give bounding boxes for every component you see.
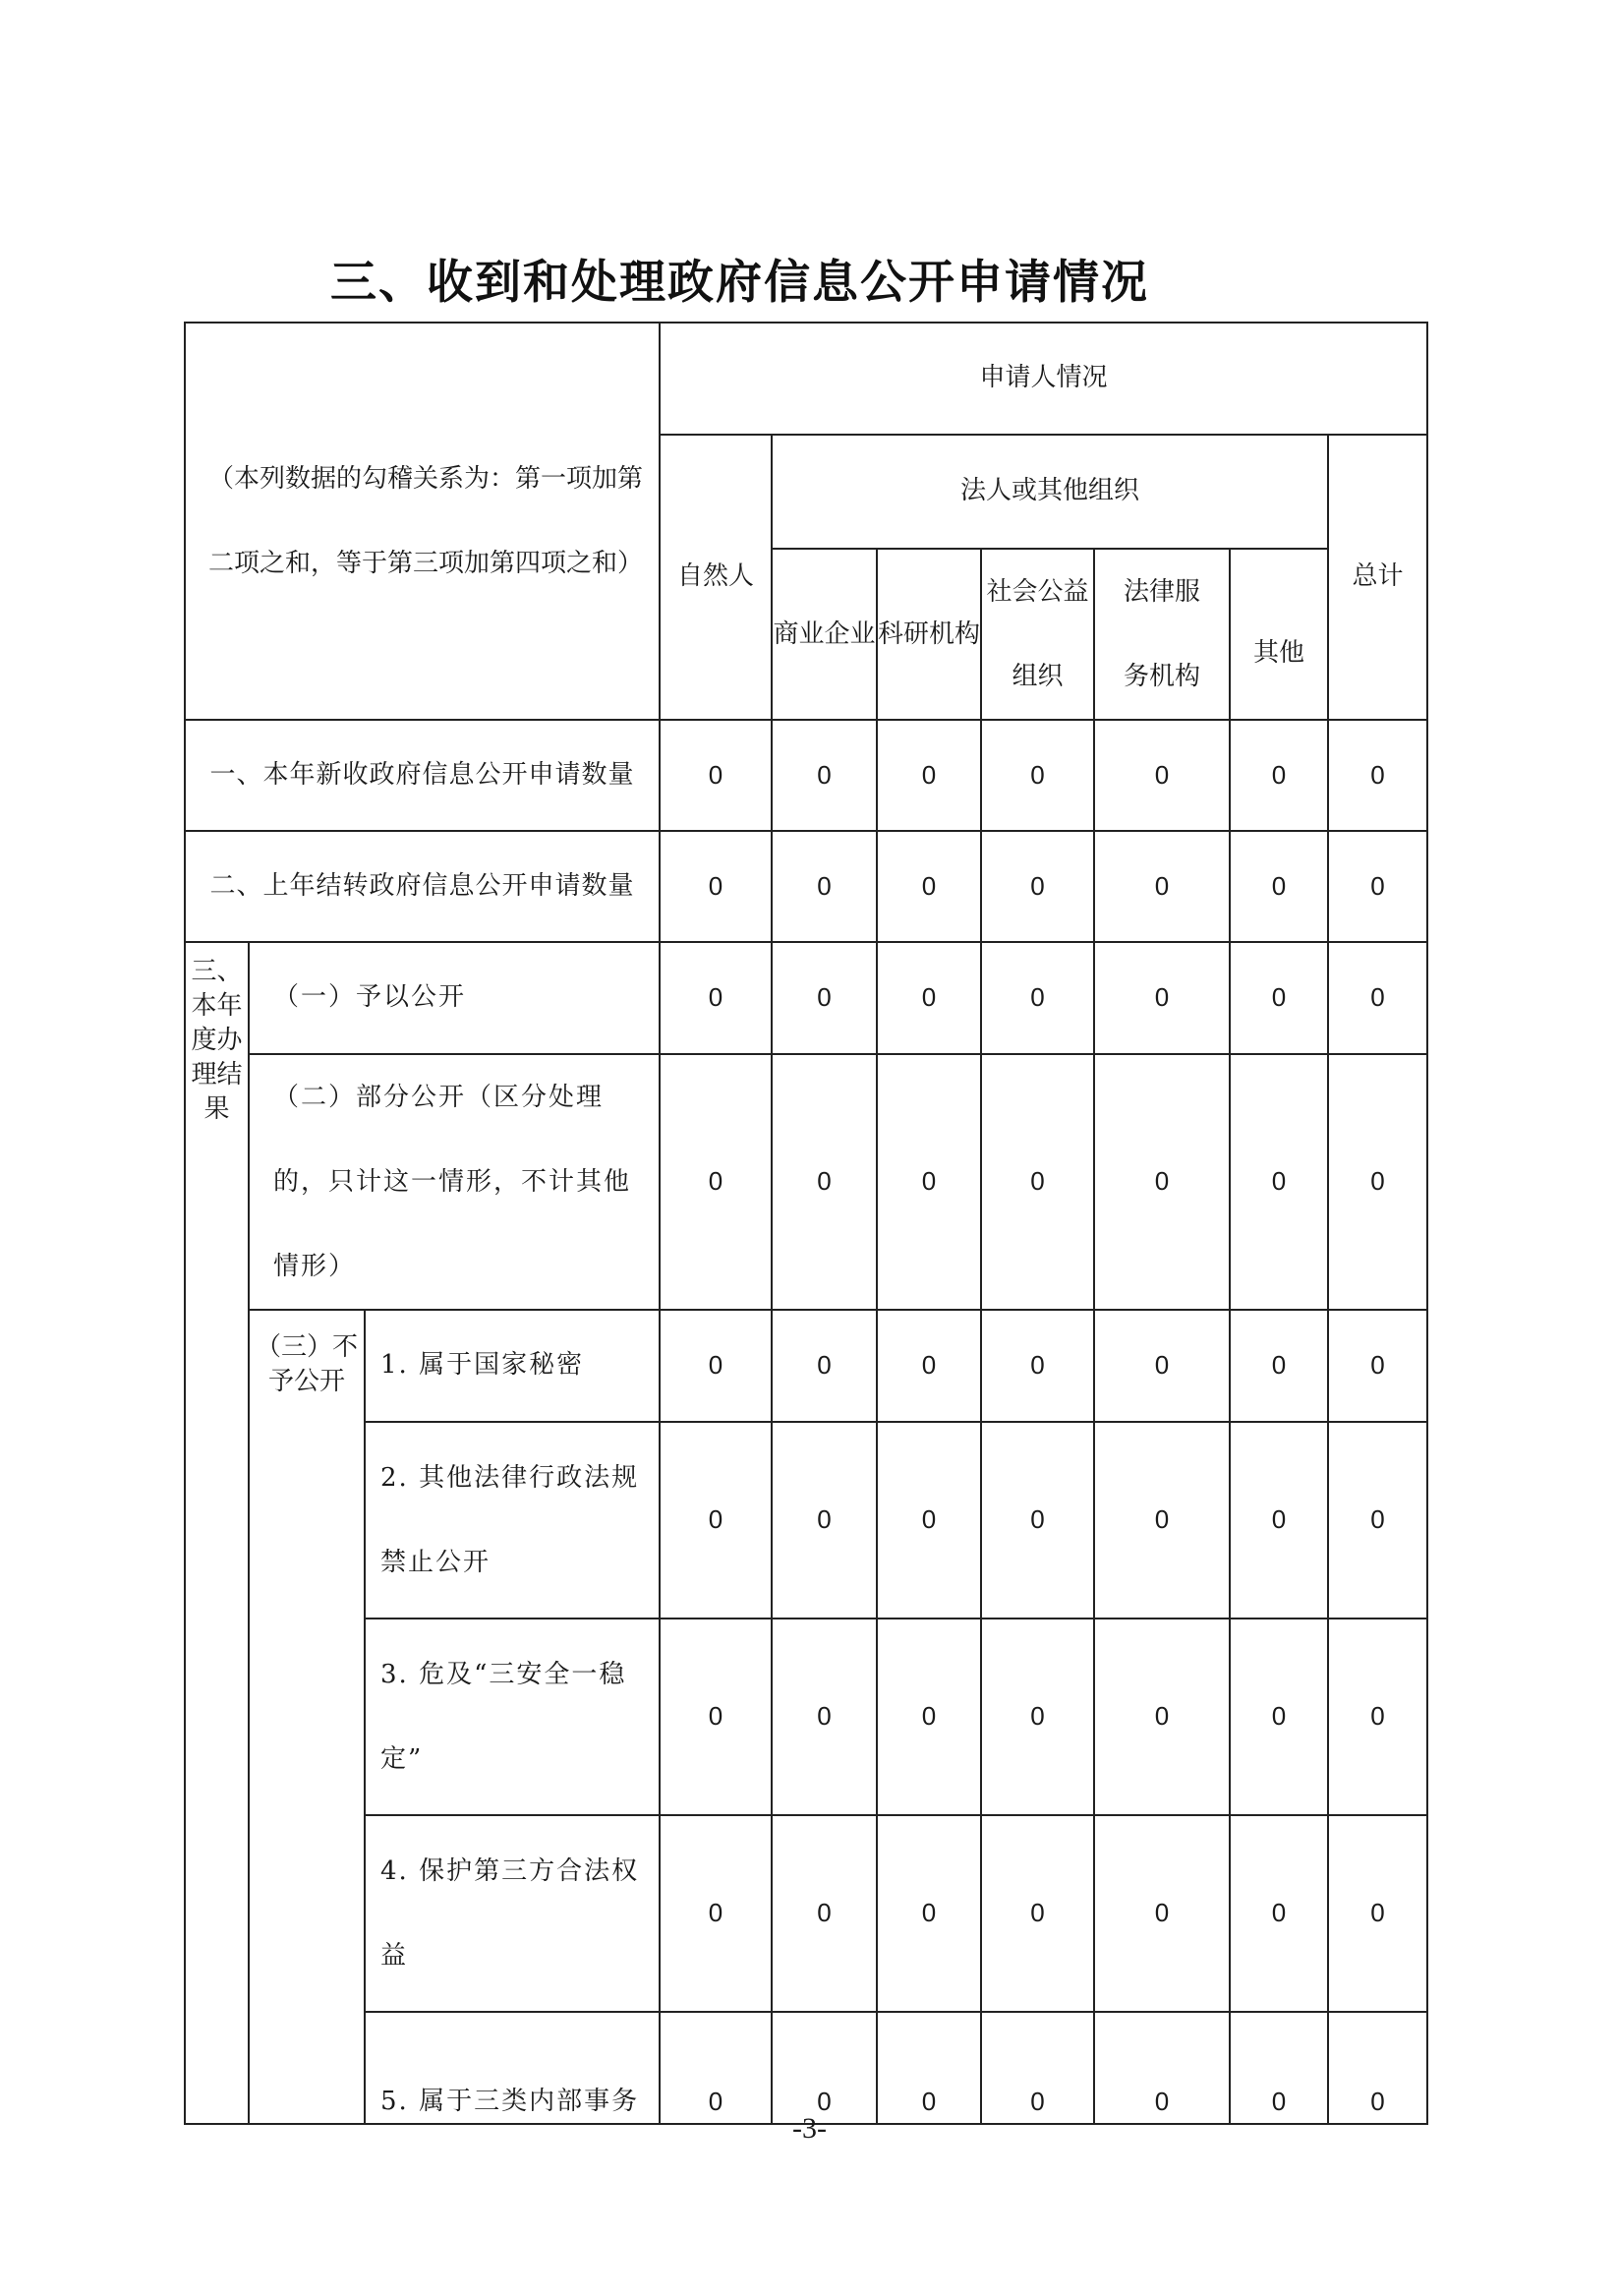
cell-value: 0 — [660, 1054, 772, 1310]
cell-value: 0 — [1230, 831, 1328, 942]
cell-value: 0 — [981, 831, 1094, 942]
cell-value: 0 — [1230, 942, 1328, 1054]
header-research: 科研机构 — [877, 549, 981, 720]
cell-value: 0 — [660, 720, 772, 831]
page-title: 三、收到和处理政府信息公开申请情况 — [330, 256, 1149, 310]
cell-value: 0 — [981, 2012, 1094, 2124]
cell-value: 0 — [877, 1310, 981, 1422]
cell-value: 0 — [660, 1422, 772, 1619]
cell-value: 0 — [660, 831, 772, 942]
cell-value: 0 — [1094, 1619, 1230, 1815]
cell-value: 0 — [877, 1054, 981, 1310]
header-natural-person: 自然人 — [660, 435, 772, 720]
cell-value: 0 — [981, 1619, 1094, 1815]
cell-value: 0 — [877, 1815, 981, 2012]
cell-value: 0 — [1328, 2012, 1427, 2124]
row-label-partial: （二）部分公开（区分处理的，只计这一情形，不计其他情形） — [249, 1054, 660, 1310]
cell-value: 0 — [660, 942, 772, 1054]
cell-value: 0 — [1230, 1619, 1328, 1815]
cell-value: 0 — [772, 2012, 877, 2124]
cell-value: 0 — [1094, 1054, 1230, 1310]
cell-value: 0 — [877, 720, 981, 831]
cell-value: 0 — [772, 831, 877, 942]
row-label-item: 2. 其他法律行政法规禁止公开 — [365, 1422, 660, 1619]
group-label-not-disclosed: （三）不予公开 — [249, 1310, 365, 2124]
cell-value: 0 — [981, 720, 1094, 831]
cell-value: 0 — [1328, 1054, 1427, 1310]
cell-value: 0 — [1094, 720, 1230, 831]
application-statistics-table — [184, 322, 1428, 2125]
row-label-new-requests: 一、本年新收政府信息公开申请数量 — [185, 720, 660, 831]
cell-value: 0 — [1328, 942, 1427, 1054]
cell-value: 0 — [772, 1310, 877, 1422]
cell-value: 0 — [1230, 1422, 1328, 1619]
header-legal-service: 法律服务机构 — [1094, 549, 1230, 720]
cell-value: 0 — [660, 1619, 772, 1815]
header-business: 商业企业 — [772, 549, 877, 720]
cell-value: 0 — [981, 1815, 1094, 2012]
cell-value: 0 — [772, 1422, 877, 1619]
row-label-carried-over: 二、上年结转政府信息公开申请数量 — [185, 831, 660, 942]
cell-value: 0 — [877, 831, 981, 942]
header-total: 总计 — [1328, 435, 1427, 720]
page-number: -3- — [792, 2112, 827, 2145]
cell-value: 0 — [1230, 720, 1328, 831]
cell-value: 0 — [660, 1815, 772, 2012]
cell-value: 0 — [877, 1619, 981, 1815]
cell-value: 0 — [1094, 2012, 1230, 2124]
cell-value: 0 — [772, 720, 877, 831]
cell-value: 0 — [1094, 1310, 1230, 1422]
row-label-disclosed: （一）予以公开 — [249, 942, 660, 1054]
cell-value: 0 — [981, 942, 1094, 1054]
cell-value: 0 — [1230, 2012, 1328, 2124]
cell-value: 0 — [1328, 1422, 1427, 1619]
cell-value: 0 — [981, 1310, 1094, 1422]
header-public-welfare: 社会公益组织 — [981, 549, 1094, 720]
cell-value: 0 — [772, 1054, 877, 1310]
cell-value: 0 — [1094, 831, 1230, 942]
cell-value: 0 — [1094, 942, 1230, 1054]
cell-value: 0 — [1328, 831, 1427, 942]
cell-value: 0 — [1230, 1815, 1328, 2012]
cell-value: 0 — [660, 2012, 772, 2124]
cell-value: 0 — [772, 942, 877, 1054]
cell-value: 0 — [981, 1054, 1094, 1310]
cell-value: 0 — [877, 1422, 981, 1619]
cell-value: 0 — [1328, 1310, 1427, 1422]
header-legal-group: 法人或其他组织 — [772, 435, 1328, 549]
cell-value: 0 — [1094, 1815, 1230, 2012]
header-applicant-info: 申请人情况 — [660, 323, 1427, 435]
cell-value: 0 — [981, 1422, 1094, 1619]
cell-value: 0 — [877, 942, 981, 1054]
section3-label: 三、本年度办理结果 — [185, 942, 249, 2124]
row-label-item: 3. 危及“三安全一稳定” — [365, 1619, 660, 1815]
cell-value: 0 — [1094, 1422, 1230, 1619]
row-label-item: 5. 属于三类内部事务 — [365, 2012, 660, 2124]
row-label-item: 1. 属于国家秘密 — [365, 1310, 660, 1422]
cell-value: 0 — [877, 2012, 981, 2124]
cell-value: 0 — [1230, 1054, 1328, 1310]
header-other: 其他 — [1230, 549, 1328, 720]
cell-value: 0 — [772, 1815, 877, 2012]
cell-value: 0 — [1328, 720, 1427, 831]
cell-value: 0 — [1230, 1310, 1328, 1422]
row-label-item: 4. 保护第三方合法权益 — [365, 1815, 660, 2012]
cell-value: 0 — [1328, 1815, 1427, 2012]
cell-value: 0 — [660, 1310, 772, 1422]
cell-value: 0 — [772, 1619, 877, 1815]
cell-value: 0 — [1328, 1619, 1427, 1815]
header-note: （本列数据的勾稽关系为：第一项加第二项之和，等于第三项加第四项之和） — [185, 323, 660, 720]
